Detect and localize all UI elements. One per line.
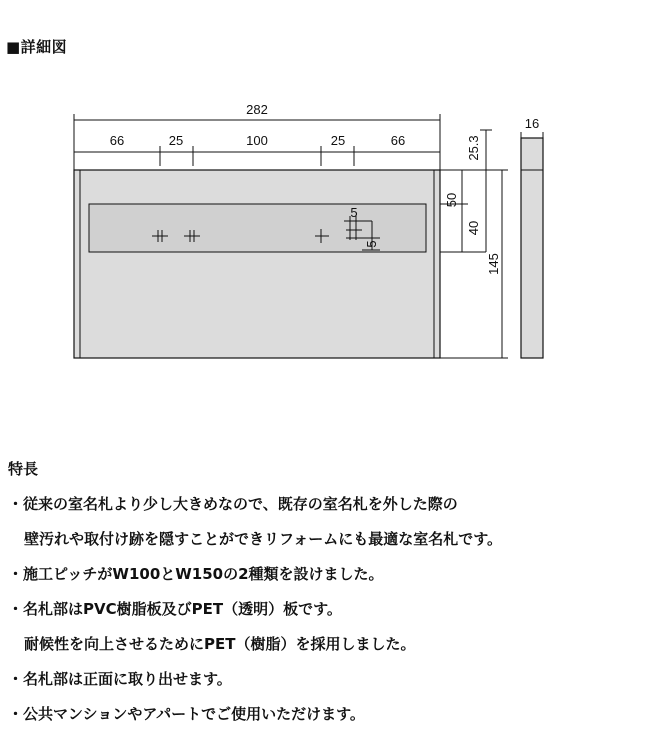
detail-drawing xyxy=(0,90,650,390)
features-list xyxy=(8,487,648,732)
dim-seg-5: 66 xyxy=(390,133,406,148)
feature-line: ・名札部は正面に取り出せます。 xyxy=(8,670,232,688)
dim-total-width: 282 xyxy=(246,102,268,117)
feature-item xyxy=(8,662,648,697)
vertical-dimensions xyxy=(440,130,508,358)
dim-window-top: 50 xyxy=(444,192,459,208)
dim-hole-a: 5 xyxy=(350,205,358,220)
front-plate xyxy=(74,170,440,358)
dim-depth: 16 xyxy=(524,116,540,131)
feature-line: ・名札部はPVC樹脂板及びPET（透明）板です。 xyxy=(8,600,342,618)
dim-height: 145 xyxy=(486,253,501,275)
feature-item xyxy=(8,697,648,732)
detail-drawing-heading: ■詳細図 xyxy=(6,38,68,56)
dim-seg-2: 25 xyxy=(168,133,184,148)
feature-line: ・施工ピッチがW100とW150の2種類を設けました。 xyxy=(8,565,384,583)
dim-window-height: 40 xyxy=(466,220,481,236)
dim-seg-3: 100 xyxy=(246,133,268,148)
features-section xyxy=(8,452,648,732)
feature-item xyxy=(8,592,648,662)
feature-line: ・公共マンションやアパートでご使用いただけます。 xyxy=(8,705,365,723)
feature-line: 壁汚れや取付け跡を隠すことができリフォームにも最適な室名札です。 xyxy=(24,530,503,548)
features-title: 特長 xyxy=(8,460,39,478)
side-profile xyxy=(521,132,543,358)
dim-top-offset: 25.3 xyxy=(466,135,481,161)
dim-hole-b: 5 xyxy=(364,240,379,248)
dim-seg-1: 66 xyxy=(109,133,125,148)
feature-line: ・従来の室名札より少し大きめなので、既存の室名札を外した際の xyxy=(8,495,458,513)
segment-dimension-line xyxy=(74,146,440,166)
dim-seg-4: 25 xyxy=(330,133,346,148)
feature-item xyxy=(8,487,648,557)
feature-item xyxy=(8,557,648,592)
feature-line: 耐候性を向上させるためにPET（樹脂）を採用しました。 xyxy=(24,635,416,653)
